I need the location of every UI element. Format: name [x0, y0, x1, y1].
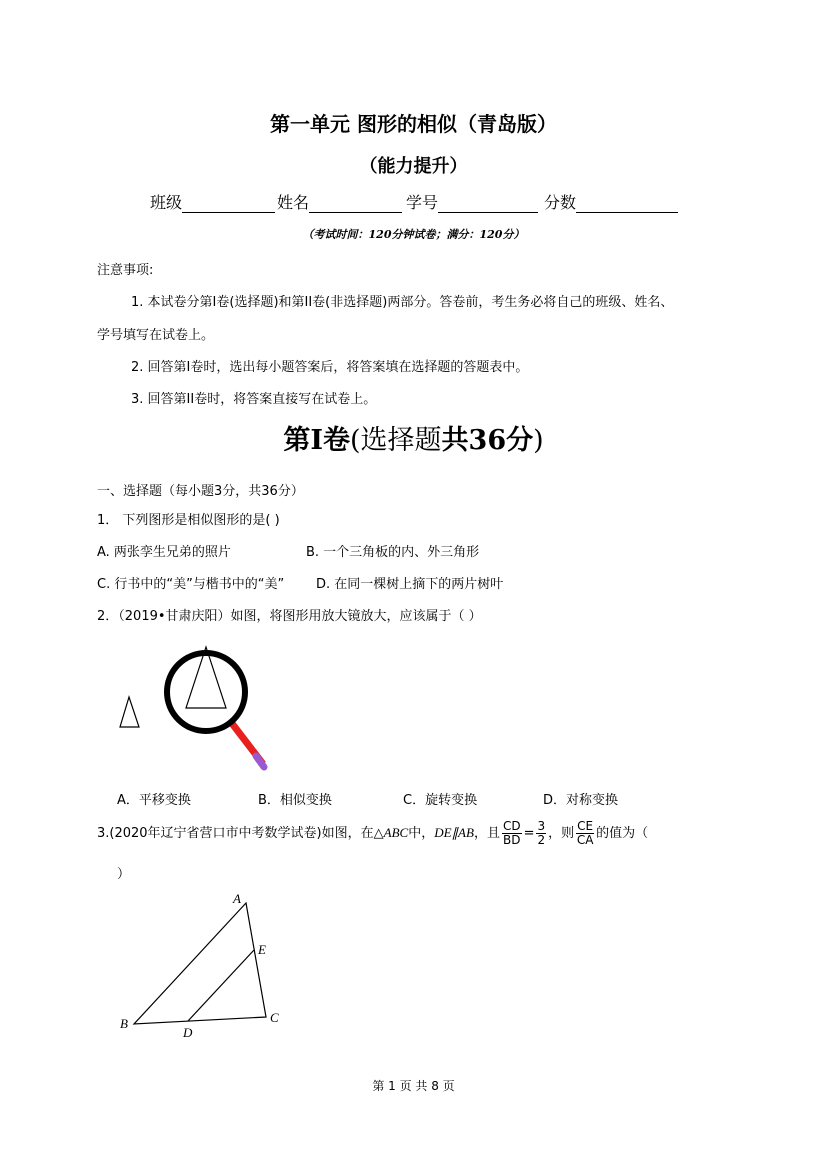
- score-field: [544, 190, 678, 213]
- section-part2: (选择题: [349, 425, 442, 456]
- name-label: 姓名: [277, 193, 310, 212]
- magnifier-figure: [110, 636, 280, 776]
- student-id-field: [406, 190, 538, 213]
- class-blank[interactable]: [182, 194, 275, 213]
- q2-option-b[interactable]: B．相似变换: [258, 793, 332, 808]
- q3-stem: [97, 818, 648, 849]
- student-id-label: 学号: [406, 193, 439, 212]
- page-title: 第一单元 图形的相似（青岛版）: [270, 112, 557, 136]
- note-item-2: 2. 回答第I卷时，选出每小题答案后，将答案填在选择题的答题表中。: [131, 360, 529, 375]
- label-c: C: [270, 1010, 279, 1025]
- fraction-3: 3: [537, 819, 546, 833]
- student-id-blank[interactable]: [438, 194, 538, 213]
- page-subtitle: （能力提升）: [359, 156, 468, 177]
- segment-de: [188, 950, 254, 1021]
- part1-heading: 一、选择题（每小题3分，共36分）: [97, 484, 304, 499]
- q3-stem-mid2: ，且: [473, 826, 500, 841]
- magnifier-handle-tip: [256, 756, 264, 767]
- triangle-figure: [110, 885, 300, 1045]
- q3-stem-line2: ）: [117, 867, 131, 882]
- q1-option-b[interactable]: B. 一个三角板的内、外三角形: [306, 545, 480, 560]
- q2-option-a[interactable]: A．平移变换: [117, 793, 191, 808]
- q1-stem: 1． 下列图形是相似图形的是( ): [97, 513, 280, 528]
- q3-parallel: DE∥AB: [434, 825, 474, 840]
- q3-triangle-name: ABC: [383, 825, 409, 840]
- fraction-ca: CA: [576, 833, 594, 847]
- label-d: D: [183, 1025, 193, 1040]
- notes-heading: 注意事项:: [97, 263, 154, 278]
- class-field: [150, 190, 275, 213]
- section-title: [0, 418, 827, 457]
- exam-time: （考试时间：120分钟试卷；满分：120分）: [302, 228, 525, 241]
- fraction-ce-ca: [576, 820, 594, 847]
- note-item-1-cont: 学号填写在试卷上。: [97, 328, 215, 343]
- page-footer: 第 1 页 共 8 页: [372, 1079, 455, 1093]
- q2-stem: 2．（2019•甘肃庆阳）如图，将图形用放大镜放大，应该属于（ ）: [97, 609, 482, 624]
- name-blank[interactable]: [309, 194, 402, 213]
- section-part4: ): [533, 425, 544, 456]
- score-label: 分数: [544, 193, 577, 212]
- q3-stem-start: 3.(2020年辽宁省营口市中考数学试卷)如图，在△: [97, 826, 384, 841]
- fraction-bd: BD: [503, 833, 521, 847]
- q2-option-d[interactable]: D．对称变换: [543, 793, 619, 808]
- small-triangle: [120, 697, 139, 727]
- note-item-3: 3. 回答第II卷时，将答案直接写在试卷上。: [131, 392, 377, 407]
- magnifier-lens: [167, 653, 245, 731]
- q3-stem-mid3: ，则: [548, 826, 575, 841]
- q2-option-c[interactable]: C．旋转变换: [403, 793, 478, 808]
- q1-option-a[interactable]: A. 两张孪生兄弟的照片: [97, 545, 231, 560]
- score-blank[interactable]: [576, 194, 678, 213]
- q1-option-d[interactable]: D. 在同一棵树上摘下的两片树叶: [316, 577, 504, 592]
- class-label: 班级: [150, 193, 183, 212]
- fraction-2: 2: [537, 833, 546, 847]
- fraction-cd-bd: [502, 820, 522, 847]
- fraction-3-2: [536, 820, 546, 847]
- note-item-1: 1. 本试卷分第I卷(选择题)和第II卷(非选择题)两部分。答卷前，考生务必将自己的班级、姓名、: [131, 295, 674, 310]
- section-part3: 共36分: [441, 425, 534, 456]
- name-field: [277, 190, 402, 213]
- q3-stem-end: 的值为（: [596, 826, 649, 841]
- section-part1: 第I卷: [283, 425, 350, 456]
- fraction-ce: CE: [577, 819, 594, 833]
- triangle-abc: [134, 903, 266, 1024]
- q3-stem-mid1: 中，: [408, 826, 435, 841]
- q1-option-c[interactable]: C. 行书中的“美”与楷书中的“美”: [97, 577, 285, 592]
- label-b: B: [120, 1016, 128, 1031]
- fraction-cd: CD: [502, 819, 521, 833]
- label-a: A: [233, 891, 241, 906]
- q3-equals: =: [523, 826, 535, 841]
- label-e: E: [258, 942, 266, 957]
